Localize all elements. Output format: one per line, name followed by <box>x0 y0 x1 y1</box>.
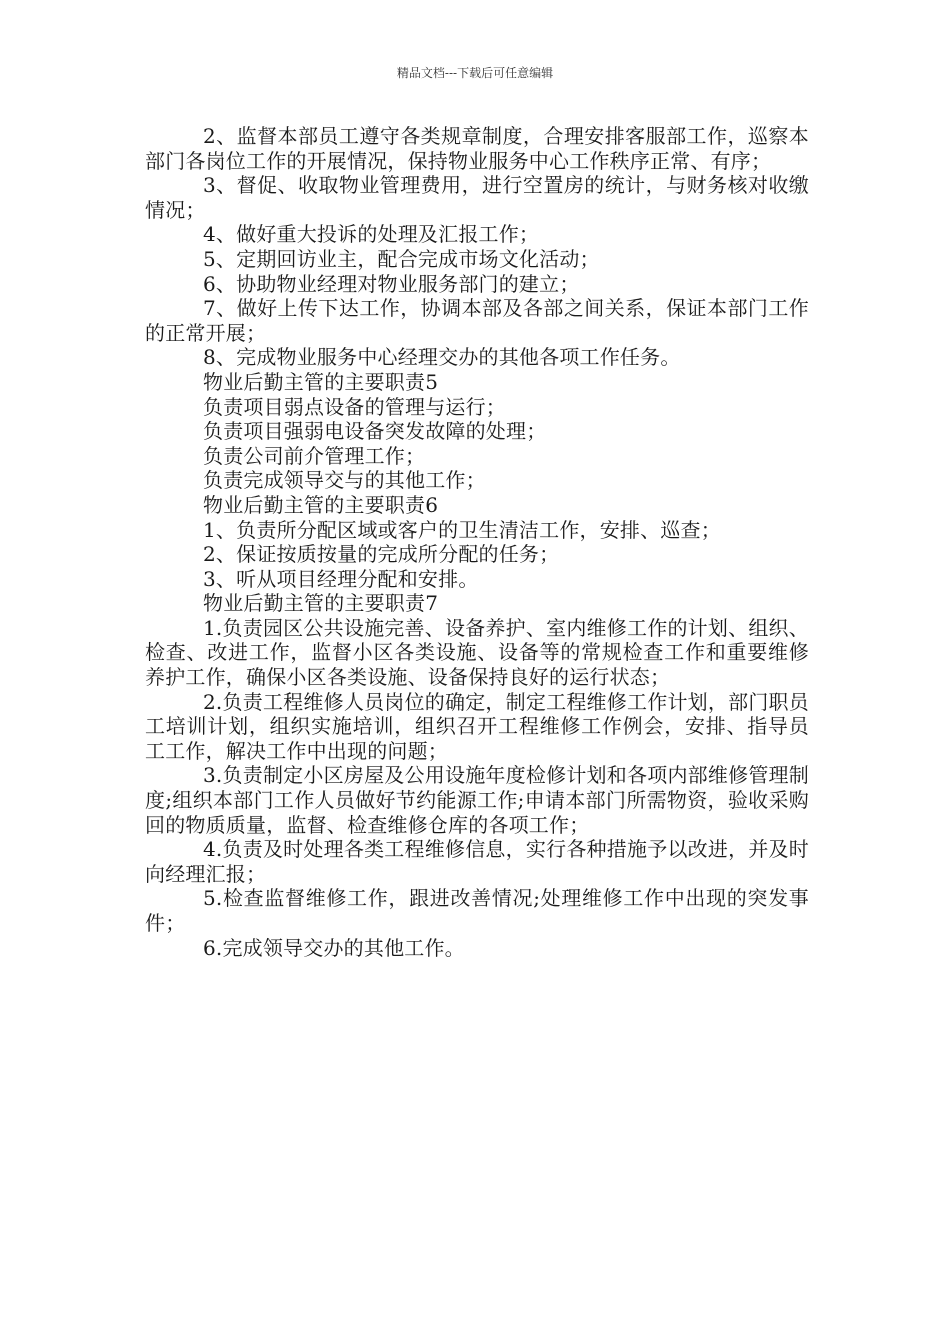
paragraph: 负责项目强弱电设备突发故障的处理； <box>203 419 547 444</box>
section-heading: 物业后勤主管的主要职责6 <box>203 492 439 517</box>
paragraph: 负责项目弱点设备的管理与运行； <box>203 394 506 419</box>
paragraph: 3、督促、收取物业管理费用，进行空置房的统计，与财务核对收缴情况； <box>145 173 809 222</box>
paragraph: 1.负责园区公共设施完善、设备养护、室内维修工作的计划、组织、检查、改进工作，监督小区各类设施、设备等的常规检查工作和重要维修养护工作，确保小区各类设施、设备保持良好的运行状态； <box>145 615 809 690</box>
section-heading: 物业后勤主管的主要职责7 <box>203 591 439 616</box>
paragraph: 5.检查监督维修工作，跟进改善情况;处理维修工作中出现的突发事件； <box>145 886 809 935</box>
paragraph: 2、监督本部员工遵守各类规章制度，合理安排客服部工作，巡察本部门各岗位工作的开展情况，保持物业服务中心工作秩序正常、有序； <box>145 124 809 173</box>
paragraph: 8、完成物业服务中心经理交办的其他各项工作任务。 <box>203 345 681 370</box>
paragraph: 7、做好上传下达工作，协调本部及各部之间关系，保证本部门工作的正常开展； <box>145 296 809 345</box>
paragraph: 6、协助物业经理对物业服务部门的建立； <box>203 271 580 296</box>
paragraph: 负责公司前介管理工作； <box>203 443 426 468</box>
paragraph: 2、保证按质按量的完成所分配的任务； <box>203 542 560 567</box>
paragraph: 3.负责制定小区房屋及公用设施年度检修计划和各项内部维修管理制度;组织本部门工作人员做好节约能源工作;申请本部门所需物资，验收采购回的物质质量，监督、检查维修仓库的各项工作； <box>145 763 809 837</box>
paragraph: 负责完成领导交与的其他工作； <box>203 468 486 493</box>
paragraph: 2.负责工程维修人员岗位的确定，制定工程维修工作计划，部门职员工培训计划，组织实施培训，组织召开工程维修工作例会，安排、指导员工工作，解决工作中出现的问题； <box>145 689 809 763</box>
paragraph: 6.完成领导交办的其他工作。 <box>203 935 465 960</box>
page-header: 精品文档---下载后可任意编辑 <box>396 66 554 80</box>
document-body <box>145 124 809 960</box>
paragraph: 5、定期回访业主，配合完成市场文化活动； <box>203 246 600 271</box>
paragraph: 4.负责及时处理各类工程维修信息，实行各种措施予以改进，并及时向经理汇报； <box>145 837 809 886</box>
paragraph: 4、做好重大投诉的处理及汇报工作； <box>203 222 540 247</box>
paragraph: 3、听从项目经理分配和安排。 <box>203 566 479 591</box>
section-heading: 物业后勤主管的主要职责5 <box>203 369 439 394</box>
paragraph: 1、负责所分配区域或客户的卫生清洁工作，安排、巡查； <box>203 517 721 542</box>
